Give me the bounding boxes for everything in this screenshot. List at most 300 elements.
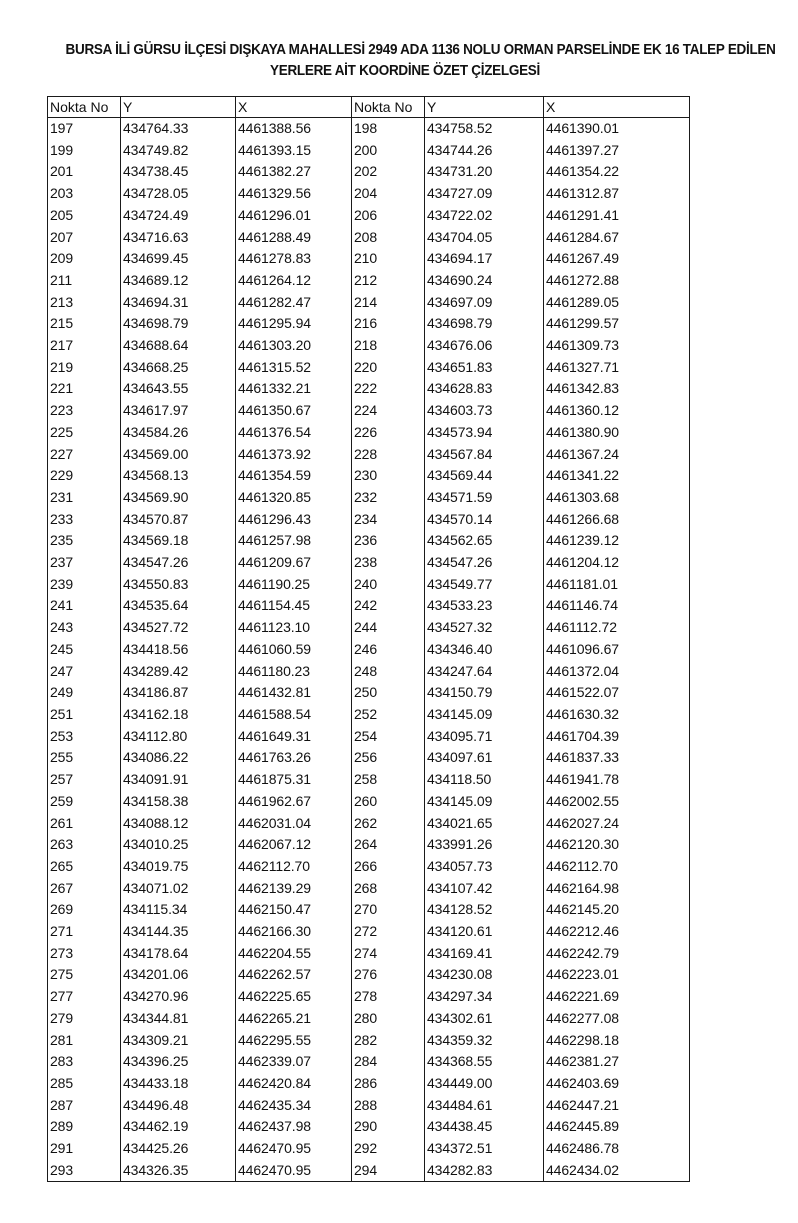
table-row — [48, 444, 690, 466]
cell-point-no: 283 — [48, 1051, 121, 1073]
cell-point-no: 262 — [352, 813, 425, 835]
cell-x: 4461295.94 — [236, 313, 352, 335]
cell-x: 4461257.98 — [236, 530, 352, 552]
cell-y: 434758.52 — [425, 118, 544, 140]
cell-y: 434019.75 — [121, 856, 236, 878]
cell-x: 4462437.98 — [236, 1116, 352, 1138]
cell-y: 434668.25 — [121, 357, 236, 379]
table-row — [48, 1138, 690, 1160]
cell-point-no: 198 — [352, 118, 425, 140]
table-row — [48, 378, 690, 400]
cell-point-no: 236 — [352, 530, 425, 552]
cell-x: 4461390.01 — [544, 118, 690, 140]
cell-y: 434071.02 — [121, 878, 236, 900]
cell-x: 4461282.47 — [236, 292, 352, 314]
table-row — [48, 878, 690, 900]
cell-point-no: 207 — [48, 227, 121, 249]
cell-y: 434569.18 — [121, 530, 236, 552]
cell-x: 4461303.68 — [544, 487, 690, 509]
cell-y: 434178.64 — [121, 943, 236, 965]
cell-y: 434689.12 — [121, 270, 236, 292]
cell-point-no: 268 — [352, 878, 425, 900]
cell-x: 4462486.78 — [544, 1138, 690, 1160]
cell-point-no: 290 — [352, 1116, 425, 1138]
cell-point-no: 223 — [48, 400, 121, 422]
table-row — [48, 1116, 690, 1138]
cell-y: 434150.79 — [425, 682, 544, 704]
cell-y: 434449.00 — [425, 1073, 544, 1095]
cell-x: 4462242.79 — [544, 943, 690, 965]
cell-y: 434651.83 — [425, 357, 544, 379]
cell-y: 434372.51 — [425, 1138, 544, 1160]
cell-x: 4461190.25 — [236, 574, 352, 596]
cell-x: 4461962.67 — [236, 791, 352, 813]
table-row — [48, 422, 690, 444]
cell-x: 4462221.69 — [544, 986, 690, 1008]
cell-point-no: 202 — [352, 161, 425, 183]
cell-y: 434057.73 — [425, 856, 544, 878]
table-row — [48, 140, 690, 162]
header-point-no-left: Nokta No — [48, 97, 121, 118]
table-row — [48, 682, 690, 704]
cell-x: 4461239.12 — [544, 530, 690, 552]
table-row — [48, 1095, 690, 1117]
cell-x: 4461180.23 — [236, 661, 352, 683]
cell-point-no: 224 — [352, 400, 425, 422]
cell-point-no: 277 — [48, 986, 121, 1008]
cell-x: 4461332.21 — [236, 378, 352, 400]
cell-x: 4462212.46 — [544, 921, 690, 943]
cell-y: 434344.81 — [121, 1008, 236, 1030]
cell-x: 4461278.83 — [236, 248, 352, 270]
cell-y: 434722.02 — [425, 205, 544, 227]
cell-y: 434698.79 — [121, 313, 236, 335]
cell-x: 4462381.27 — [544, 1051, 690, 1073]
cell-point-no: 230 — [352, 465, 425, 487]
cell-point-no: 213 — [48, 292, 121, 314]
cell-point-no: 252 — [352, 704, 425, 726]
cell-x: 4462120.30 — [544, 834, 690, 856]
table-row — [48, 118, 690, 140]
cell-y: 434550.83 — [121, 574, 236, 596]
cell-y: 434727.09 — [425, 183, 544, 205]
cell-x: 4462027.24 — [544, 813, 690, 835]
cell-y: 434694.31 — [121, 292, 236, 314]
cell-x: 4461354.22 — [544, 161, 690, 183]
document-title — [65, 40, 776, 82]
cell-y: 434688.64 — [121, 335, 236, 357]
cell-point-no: 211 — [48, 270, 121, 292]
header-y-right: Y — [425, 97, 544, 118]
cell-point-no: 267 — [48, 878, 121, 900]
cell-y: 434186.87 — [121, 682, 236, 704]
cell-point-no: 212 — [352, 270, 425, 292]
cell-x: 4461837.33 — [544, 747, 690, 769]
cell-x: 4461123.10 — [236, 617, 352, 639]
cell-y: 434297.34 — [425, 986, 544, 1008]
cell-y: 434694.17 — [425, 248, 544, 270]
cell-y: 434462.19 — [121, 1116, 236, 1138]
cell-x: 4462204.55 — [236, 943, 352, 965]
cell-y: 434573.94 — [425, 422, 544, 444]
table-row — [48, 986, 690, 1008]
cell-x: 4461181.01 — [544, 574, 690, 596]
table-row — [48, 227, 690, 249]
cell-x: 4461267.49 — [544, 248, 690, 270]
cell-y: 434704.05 — [425, 227, 544, 249]
cell-y: 434699.45 — [121, 248, 236, 270]
cell-x: 4462403.69 — [544, 1073, 690, 1095]
cell-x: 4461154.45 — [236, 595, 352, 617]
cell-y: 434247.64 — [425, 661, 544, 683]
cell-x: 4462067.12 — [236, 834, 352, 856]
cell-point-no: 205 — [48, 205, 121, 227]
cell-y: 434107.42 — [425, 878, 544, 900]
cell-x: 4461354.59 — [236, 465, 352, 487]
cell-y: 434438.45 — [425, 1116, 544, 1138]
cell-x: 4462298.18 — [544, 1030, 690, 1052]
cell-point-no: 248 — [352, 661, 425, 683]
cell-x: 4461763.26 — [236, 747, 352, 769]
cell-x: 4461312.87 — [544, 183, 690, 205]
cell-x: 4461315.52 — [236, 357, 352, 379]
table-row — [48, 1160, 690, 1182]
cell-x: 4462434.02 — [544, 1160, 690, 1182]
cell-y: 434698.79 — [425, 313, 544, 335]
cell-point-no: 291 — [48, 1138, 121, 1160]
cell-y: 434547.26 — [425, 552, 544, 574]
cell-x: 4461320.85 — [236, 487, 352, 509]
cell-y: 434201.06 — [121, 964, 236, 986]
title-line-2: YERLERE AİT KOORDİNE ÖZET ÇİZELGESİ — [270, 63, 540, 79]
coordinate-table — [47, 96, 690, 1182]
cell-y: 434162.18 — [121, 704, 236, 726]
cell-y: 434010.25 — [121, 834, 236, 856]
cell-y: 434396.25 — [121, 1051, 236, 1073]
cell-point-no: 257 — [48, 769, 121, 791]
cell-y: 434289.42 — [121, 661, 236, 683]
cell-x: 4461284.67 — [544, 227, 690, 249]
table-row — [48, 813, 690, 835]
cell-y: 434097.61 — [425, 747, 544, 769]
cell-x: 4462139.29 — [236, 878, 352, 900]
cell-x: 4461704.39 — [544, 726, 690, 748]
cell-y: 434309.21 — [121, 1030, 236, 1052]
table-row — [48, 899, 690, 921]
cell-x: 4461367.24 — [544, 444, 690, 466]
cell-y: 434749.82 — [121, 140, 236, 162]
cell-x: 4461209.67 — [236, 552, 352, 574]
cell-y: 434728.05 — [121, 183, 236, 205]
cell-point-no: 270 — [352, 899, 425, 921]
cell-point-no: 271 — [48, 921, 121, 943]
cell-point-no: 279 — [48, 1008, 121, 1030]
cell-y: 434697.09 — [425, 292, 544, 314]
cell-point-no: 197 — [48, 118, 121, 140]
cell-y: 434118.50 — [425, 769, 544, 791]
cell-y: 434145.09 — [425, 704, 544, 726]
cell-x: 4461146.74 — [544, 595, 690, 617]
cell-y: 434570.87 — [121, 509, 236, 531]
cell-x: 4462223.01 — [544, 964, 690, 986]
table-row — [48, 1051, 690, 1073]
header-y-left: Y — [121, 97, 236, 118]
cell-y: 434527.72 — [121, 617, 236, 639]
table-row — [48, 509, 690, 531]
cell-point-no: 232 — [352, 487, 425, 509]
cell-y: 434095.71 — [425, 726, 544, 748]
cell-y: 434091.91 — [121, 769, 236, 791]
cell-point-no: 284 — [352, 1051, 425, 1073]
cell-point-no: 288 — [352, 1095, 425, 1117]
cell-point-no: 225 — [48, 422, 121, 444]
table-row — [48, 595, 690, 617]
table-row — [48, 791, 690, 813]
cell-x: 4461296.01 — [236, 205, 352, 227]
cell-point-no: 264 — [352, 834, 425, 856]
cell-x: 4462112.70 — [544, 856, 690, 878]
cell-y: 434584.26 — [121, 422, 236, 444]
cell-point-no: 226 — [352, 422, 425, 444]
cell-x: 4462470.95 — [236, 1138, 352, 1160]
cell-y: 434359.32 — [425, 1030, 544, 1052]
cell-point-no: 260 — [352, 791, 425, 813]
cell-point-no: 286 — [352, 1073, 425, 1095]
cell-point-no: 253 — [48, 726, 121, 748]
cell-y: 434484.61 — [425, 1095, 544, 1117]
cell-point-no: 227 — [48, 444, 121, 466]
title-line-1: BURSA İLİ GÜRSU İLÇESİ DIŞKAYA MAHALLESİ 2949 ADA 1136 NOLU ORMAN PARSELİNDE EK 16 TALEP EDİLEN — [65, 42, 776, 58]
cell-point-no: 263 — [48, 834, 121, 856]
table-row — [48, 834, 690, 856]
table-row — [48, 292, 690, 314]
cell-point-no: 292 — [352, 1138, 425, 1160]
cell-y: 434569.44 — [425, 465, 544, 487]
table-body — [48, 118, 690, 1182]
cell-point-no: 241 — [48, 595, 121, 617]
cell-point-no: 206 — [352, 205, 425, 227]
cell-x: 4461649.31 — [236, 726, 352, 748]
cell-point-no: 254 — [352, 726, 425, 748]
cell-point-no: 233 — [48, 509, 121, 531]
cell-y: 434562.65 — [425, 530, 544, 552]
cell-x: 4461329.56 — [236, 183, 352, 205]
cell-y: 434230.08 — [425, 964, 544, 986]
table-row — [48, 270, 690, 292]
cell-y: 434169.41 — [425, 943, 544, 965]
cell-y: 434570.14 — [425, 509, 544, 531]
table-row — [48, 1008, 690, 1030]
cell-y: 434567.84 — [425, 444, 544, 466]
cell-point-no: 266 — [352, 856, 425, 878]
table-row — [48, 487, 690, 509]
cell-y: 434326.35 — [121, 1160, 236, 1182]
cell-x: 4461299.57 — [544, 313, 690, 335]
cell-y: 434088.12 — [121, 813, 236, 835]
cell-x: 4461342.83 — [544, 378, 690, 400]
table-row — [48, 400, 690, 422]
cell-x: 4462470.95 — [236, 1160, 352, 1182]
cell-x: 4461350.67 — [236, 400, 352, 422]
table-row — [48, 661, 690, 683]
cell-x: 4462145.20 — [544, 899, 690, 921]
table-row — [48, 574, 690, 596]
table-row — [48, 704, 690, 726]
cell-point-no: 229 — [48, 465, 121, 487]
cell-x: 4461204.12 — [544, 552, 690, 574]
cell-point-no: 278 — [352, 986, 425, 1008]
cell-x: 4461393.15 — [236, 140, 352, 162]
cell-y: 434744.26 — [425, 140, 544, 162]
cell-y: 434145.09 — [425, 791, 544, 813]
cell-point-no: 219 — [48, 357, 121, 379]
cell-point-no: 281 — [48, 1030, 121, 1052]
cell-y: 434527.32 — [425, 617, 544, 639]
cell-point-no: 218 — [352, 335, 425, 357]
cell-point-no: 251 — [48, 704, 121, 726]
cell-x: 4461432.81 — [236, 682, 352, 704]
table-row — [48, 769, 690, 791]
cell-point-no: 231 — [48, 487, 121, 509]
cell-point-no: 234 — [352, 509, 425, 531]
cell-y: 434433.18 — [121, 1073, 236, 1095]
cell-y: 434115.34 — [121, 899, 236, 921]
cell-y: 434716.63 — [121, 227, 236, 249]
cell-y: 434724.49 — [121, 205, 236, 227]
cell-y: 434569.00 — [121, 444, 236, 466]
header-x-right: X — [544, 97, 690, 118]
cell-x: 4461373.92 — [236, 444, 352, 466]
cell-x: 4462225.65 — [236, 986, 352, 1008]
cell-y: 434764.33 — [121, 118, 236, 140]
cell-point-no: 204 — [352, 183, 425, 205]
cell-y: 434617.97 — [121, 400, 236, 422]
cell-x: 4462447.21 — [544, 1095, 690, 1117]
cell-y: 434533.23 — [425, 595, 544, 617]
cell-y: 434282.83 — [425, 1160, 544, 1182]
cell-point-no: 210 — [352, 248, 425, 270]
cell-x: 4462420.84 — [236, 1073, 352, 1095]
cell-x: 4461941.78 — [544, 769, 690, 791]
table-row — [48, 313, 690, 335]
cell-point-no: 269 — [48, 899, 121, 921]
cell-x: 4462339.07 — [236, 1051, 352, 1073]
cell-point-no: 293 — [48, 1160, 121, 1182]
cell-point-no: 258 — [352, 769, 425, 791]
cell-x: 4462262.57 — [236, 964, 352, 986]
cell-point-no: 243 — [48, 617, 121, 639]
cell-x: 4462002.55 — [544, 791, 690, 813]
table-row — [48, 617, 690, 639]
table-row — [48, 726, 690, 748]
cell-y: 434571.59 — [425, 487, 544, 509]
cell-x: 4462295.55 — [236, 1030, 352, 1052]
cell-y: 434690.24 — [425, 270, 544, 292]
cell-x: 4461309.73 — [544, 335, 690, 357]
cell-point-no: 200 — [352, 140, 425, 162]
table-row — [48, 747, 690, 769]
cell-y: 434112.80 — [121, 726, 236, 748]
cell-point-no: 246 — [352, 639, 425, 661]
cell-x: 4461630.32 — [544, 704, 690, 726]
cell-y: 434731.20 — [425, 161, 544, 183]
table-row — [48, 964, 690, 986]
cell-point-no: 294 — [352, 1160, 425, 1182]
cell-point-no: 261 — [48, 813, 121, 835]
table-row — [48, 465, 690, 487]
cell-x: 4461266.68 — [544, 509, 690, 531]
cell-point-no: 239 — [48, 574, 121, 596]
table-row — [48, 183, 690, 205]
table-row — [48, 530, 690, 552]
cell-y: 434549.77 — [425, 574, 544, 596]
table-row — [48, 639, 690, 661]
cell-y: 434120.61 — [425, 921, 544, 943]
cell-y: 434158.38 — [121, 791, 236, 813]
cell-point-no: 287 — [48, 1095, 121, 1117]
cell-y: 434569.90 — [121, 487, 236, 509]
cell-y: 434425.26 — [121, 1138, 236, 1160]
cell-x: 4461291.41 — [544, 205, 690, 227]
cell-x: 4461303.20 — [236, 335, 352, 357]
cell-x: 4461376.54 — [236, 422, 352, 444]
cell-y: 434603.73 — [425, 400, 544, 422]
cell-point-no: 249 — [48, 682, 121, 704]
table-row — [48, 248, 690, 270]
cell-x: 4461112.72 — [544, 617, 690, 639]
table-row — [48, 335, 690, 357]
cell-point-no: 203 — [48, 183, 121, 205]
cell-point-no: 222 — [352, 378, 425, 400]
cell-x: 4461272.88 — [544, 270, 690, 292]
cell-x: 4461096.67 — [544, 639, 690, 661]
cell-point-no: 220 — [352, 357, 425, 379]
table-row — [48, 856, 690, 878]
cell-y: 434144.35 — [121, 921, 236, 943]
cell-x: 4461341.22 — [544, 465, 690, 487]
table-row — [48, 205, 690, 227]
table-header-row — [48, 97, 690, 118]
cell-x: 4461875.31 — [236, 769, 352, 791]
cell-y: 434628.83 — [425, 378, 544, 400]
cell-x: 4461060.59 — [236, 639, 352, 661]
cell-x: 4462164.98 — [544, 878, 690, 900]
cell-point-no: 289 — [48, 1116, 121, 1138]
cell-x: 4461360.12 — [544, 400, 690, 422]
cell-x: 4461296.43 — [236, 509, 352, 531]
cell-point-no: 201 — [48, 161, 121, 183]
cell-point-no: 259 — [48, 791, 121, 813]
cell-point-no: 273 — [48, 943, 121, 965]
cell-x: 4461327.71 — [544, 357, 690, 379]
cell-point-no: 199 — [48, 140, 121, 162]
cell-point-no: 255 — [48, 747, 121, 769]
table-row — [48, 1030, 690, 1052]
cell-point-no: 282 — [352, 1030, 425, 1052]
cell-x: 4461388.56 — [236, 118, 352, 140]
cell-y: 434086.22 — [121, 747, 236, 769]
cell-x: 4461289.05 — [544, 292, 690, 314]
cell-point-no: 244 — [352, 617, 425, 639]
cell-y: 434368.55 — [425, 1051, 544, 1073]
cell-y: 434676.06 — [425, 335, 544, 357]
cell-point-no: 240 — [352, 574, 425, 596]
table-row — [48, 552, 690, 574]
cell-point-no: 280 — [352, 1008, 425, 1030]
cell-x: 4461264.12 — [236, 270, 352, 292]
cell-point-no: 217 — [48, 335, 121, 357]
cell-y: 434418.56 — [121, 639, 236, 661]
